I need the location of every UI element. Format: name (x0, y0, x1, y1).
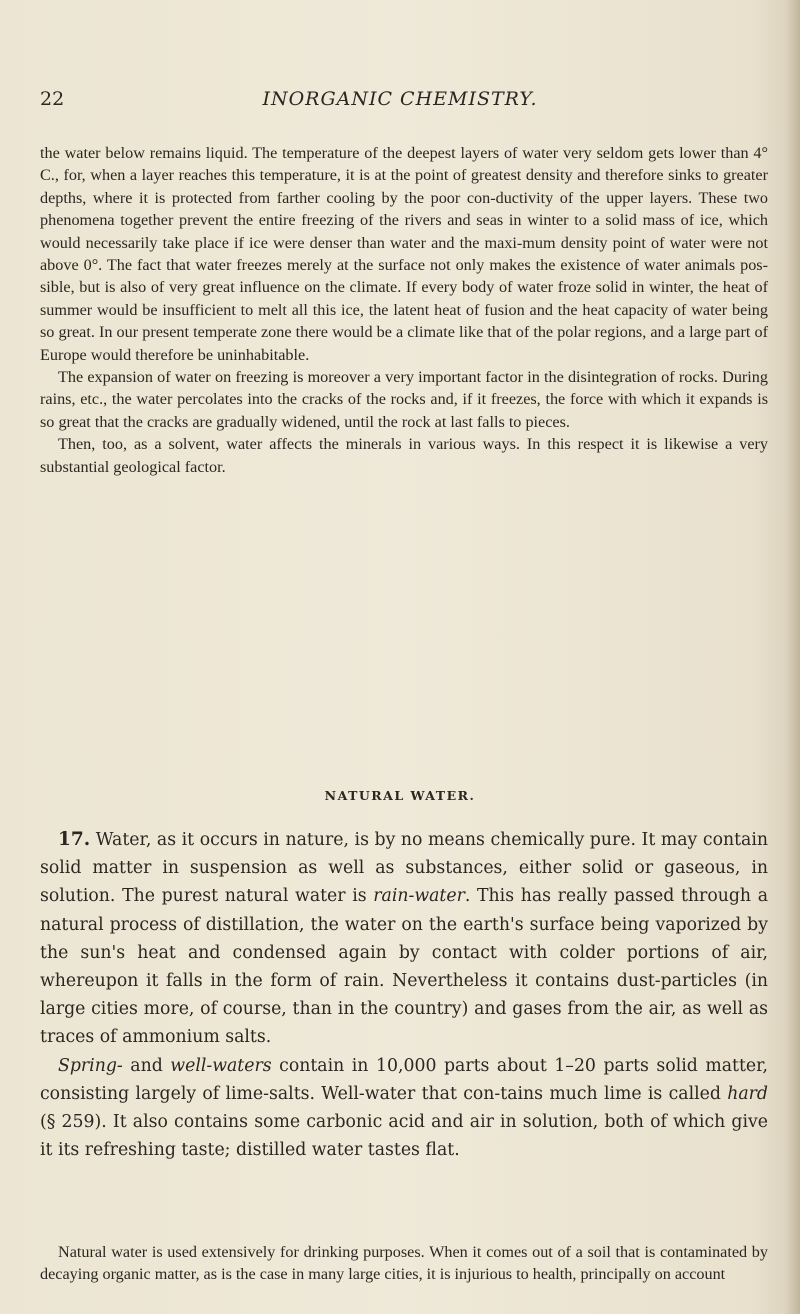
paragraph-natural-water (40, 826, 768, 1052)
top-text-block (40, 142, 768, 478)
page-number: 22 (40, 88, 65, 110)
section-heading: NATURAL WATER. (324, 788, 476, 803)
page-edge-shadow (786, 0, 800, 1314)
emphasis-hard: hard (727, 1083, 768, 1104)
section-17-text (40, 826, 768, 1164)
paragraph-solvent: Then, too, as a solvent, water affects the minerals in various ways. In this respect it is likewise a very substantial geological factor. (40, 435, 768, 476)
text-run: (§ 259). It also contains some carbonic acid and air in solution, both of which give it its refreshing taste; distilled water tastes flat. (40, 1112, 768, 1161)
section-number: 17. (58, 829, 91, 850)
emphasis-spring: Spring- (58, 1055, 123, 1076)
emphasis-well-waters: well-waters (170, 1055, 272, 1076)
paragraph-rock-disintegration: The expansion of water on freezing is moreover a very important factor in the disintegration of rocks. During rains, etc., the water percolates into the cracks of the rocks and, if it freezes, the force with which it expands is so great that the cracks are gradually widened, until the rock at last falls to pieces. (40, 368, 768, 431)
tail-text-block (40, 1241, 768, 1286)
page-header (40, 88, 760, 114)
text-run: Water, as it occurs in nature, is by no means chemically pure. It may contain solid matter in suspension as well as substances, either solid or gaseous, in solution. The purest natural water is (40, 830, 769, 907)
text-run: and (122, 1055, 171, 1076)
text-run: . This has really passed through a natural process of distillation, the water on the earth's surface being vaporized by the sun's heat and condensed again by contact with colder portions of air, whereupon it falls in the form of rain. Nevertheless it contains dust-particles (in large cities more, of course, than in the country) and gases from the air, as well as traces of ammonium salts. (40, 886, 768, 1048)
text-run: contain in 10,000 parts about 1–20 parts solid matter, consisting largely of lime-salts. Well-water that con-tains much lime is called (40, 1055, 769, 1104)
emphasis-rain-water: rain-water (373, 886, 465, 907)
paragraph-spring-well-waters (40, 1052, 768, 1165)
paragraph-freezing: the water below remains liquid. The temperature of the deepest layers of water very seldom gets lower than 4° C., for, when a layer reaches this temperature, it is at the point of greatest density and therefore sinks to greater depths, where it is protected from farther cooling by the poor con-ductivity of the upper layers. These two phenomena together prevent the entire freezing of the rivers and seas in winter to a solid mass of ice, which would necessarily take place if ice were denser than water and the maxi-mum density point of water were not above 0°. The fact that water freezes merely at the surface not only makes the existence of water animals pos-sible, but is also of very great influence on the climate. If every body of water froze solid in winter, the heat of summer would be insufficient to melt all this ice, the latent heat of fusion and the heat capacity of water being so great. In our present temperate zone there would be a climate like that of the polar regions, and a large part of Europe would therefore be uninhabitable. (40, 144, 768, 364)
running-title: INORGANIC CHEMISTRY. (262, 88, 538, 110)
paragraph-drinking-purposes: Natural water is used extensively for drinking purposes. When it comes out of a soil that is contaminated by decaying organic matter, as is the case in many large cities, it is injurious to health, principally on account (40, 1243, 768, 1284)
